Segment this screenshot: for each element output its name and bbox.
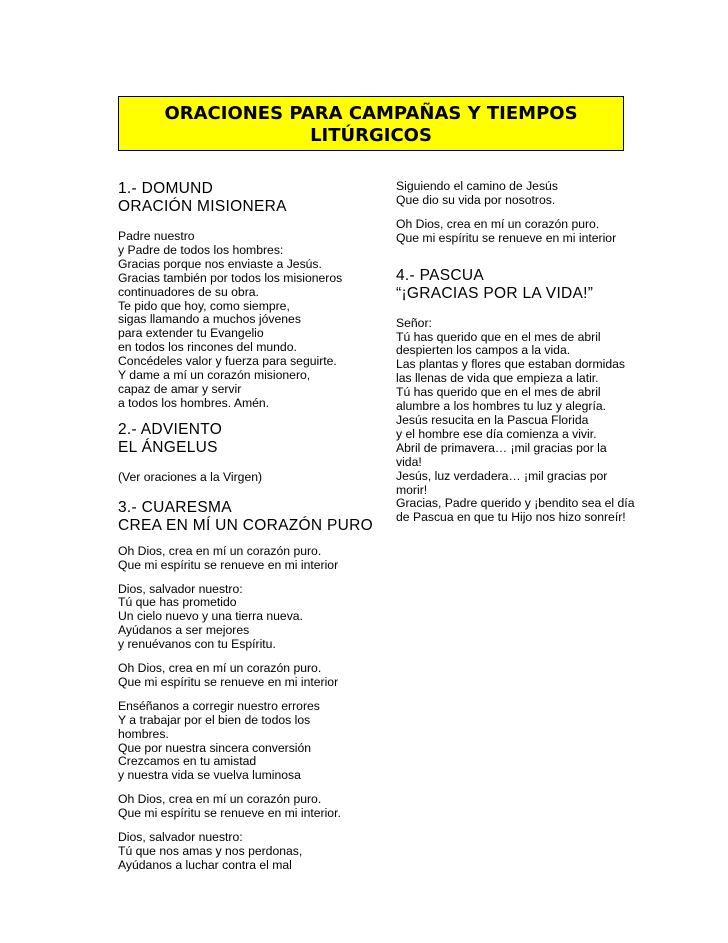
- prayer-line: morir!: [396, 482, 428, 497]
- prayer-block-pascua: [396, 317, 646, 526]
- prayer-line: despierten los campos a la vida.: [396, 343, 571, 358]
- title-banner: [118, 96, 624, 151]
- section-heading: 4.- PASCUA: [396, 266, 484, 284]
- prayer-line: Te pido que hoy, como siempre,: [118, 298, 290, 313]
- prayer-line: Concédeles valor y fuerza para seguirte.: [118, 354, 337, 369]
- prayer-line: Jesús, luz verdadera… ¡mil gracias por: [396, 468, 608, 483]
- section-subheading: EL ÁNGELUS: [118, 438, 218, 456]
- prayer-line: las llenas de vida que empieza a latir.: [396, 371, 599, 386]
- prayer-line: Tú has querido que en el mes de abril: [396, 385, 601, 400]
- prayer-line: Siguiendo el camino de Jesús: [396, 179, 558, 193]
- right-column: [396, 180, 646, 525]
- page-title-line1: ORACIONES PARA CAMPAÑAS Y TIEMPOS: [164, 103, 578, 124]
- prayer-line: y nuestra vida se vuelva luminosa: [118, 768, 301, 783]
- refrain-line: Que mi espíritu se renueve en mi interior: [396, 230, 617, 245]
- refrain-line: Oh Dios, crea en mí un corazón puro.: [118, 543, 322, 558]
- prayer-line: Ayúdanos a luchar contra el mal: [118, 857, 292, 872]
- prayer-line: Señor:: [396, 315, 432, 330]
- section-subheading: CREA EN MÍ UN CORAZÓN PURO: [118, 516, 373, 534]
- page-title-line2: LITÚRGICOS: [310, 125, 432, 146]
- prayer-line: Las plantas y flores que estaban dormidas: [396, 357, 625, 372]
- prayer-line: Gracias, Padre querido y ¡bendito sea el día: [396, 496, 635, 511]
- prayer-line: para extender tu Evangelio: [118, 326, 264, 341]
- prayer-line: Dios, salvador nuestro:: [118, 581, 243, 596]
- prayer-line: y Padre de todos los hombres:: [118, 242, 284, 257]
- prayer-line: Y dame a mí un corazón misionero,: [118, 368, 311, 383]
- prayer-line: Tú has querido que en el mes de abril: [396, 329, 601, 344]
- prayer-line: Enséñanos a corregir nuestro errores: [118, 698, 320, 713]
- prayer-line: en todos los rincones del mundo.: [118, 340, 297, 355]
- prayer-line: Ayúdanos a ser mejores: [118, 623, 250, 638]
- left-column: [118, 180, 378, 873]
- prayer-line: de Pascua en que tu Hijo nos hizo sonreír!: [396, 510, 626, 525]
- prayer-line: Gracias también por todos los misioneros: [118, 270, 343, 285]
- prayer-line: Y a trabajar por el bien de todos los: [118, 712, 311, 727]
- section-subheading: “¡GRACIAS POR LA VIDA!”: [396, 284, 594, 302]
- prayer-block-domund: [118, 230, 378, 411]
- section-subheading: ORACIÓN MISIONERA: [118, 198, 287, 215]
- prayer-line: hombres.: [118, 726, 169, 741]
- refrain-line: Que mi espíritu se renueve en mi interior: [118, 557, 339, 572]
- prayer-line: capaz de amar y servir: [118, 381, 242, 396]
- prayer-line: a todos los hombres. Amén.: [118, 395, 270, 410]
- prayer-line: Dios, salvador nuestro:: [118, 830, 243, 845]
- section-heading: 1.- DOMUND: [118, 180, 214, 197]
- prayer-line: Un cielo nuevo y una tierra nueva.: [118, 609, 303, 624]
- prayer-line: Gracias porque nos enviaste a Jesús.: [118, 256, 322, 271]
- prayer-line: Crezcamos en tu amistad: [118, 754, 257, 769]
- refrain-line: Que mi espíritu se renueve en mi interior: [118, 674, 339, 689]
- prayer-line: Tú que nos amas y nos perdonas,: [118, 844, 303, 858]
- prayer-line: Padre nuestro: [118, 229, 195, 243]
- section-heading: 3.- CUARESMA: [118, 498, 232, 516]
- prayer-line: alumbre a los hombres tu luz y alegría.: [396, 399, 606, 414]
- prayer-line: sigas llamando a muchos jóvenes: [118, 312, 301, 327]
- section-heading: 2.- ADVIENTO: [118, 420, 223, 438]
- prayer-line: Que por nuestra sincera conversión: [118, 740, 312, 755]
- prayer-line: continuadores de su obra.: [118, 284, 259, 299]
- refrain-line: Oh Dios, crea en mí un corazón puro.: [118, 661, 322, 676]
- reference-note: (Ver oraciones a la Virgen): [118, 469, 263, 484]
- prayer-line: y renuévanos con tu Espíritu.: [118, 637, 276, 652]
- prayer-line: vida!: [396, 454, 422, 469]
- refrain-line: Oh Dios, crea en mí un corazón puro.: [396, 216, 600, 231]
- refrain-line: Oh Dios, crea en mí un corazón puro.: [118, 792, 322, 807]
- prayer-line: Abril de primavera… ¡mil gracias por la: [396, 440, 607, 455]
- prayer-line: y el hombre ese día comienza a vivir.: [396, 426, 597, 441]
- prayer-line: Tú que has prometido: [118, 595, 237, 610]
- refrain-line: Que mi espíritu se renueve en mi interior.: [118, 806, 341, 821]
- prayer-line: Jesús resucita en la Pascua Florida: [396, 412, 589, 427]
- prayer-line: Que dio su vida por nosotros.: [396, 192, 556, 207]
